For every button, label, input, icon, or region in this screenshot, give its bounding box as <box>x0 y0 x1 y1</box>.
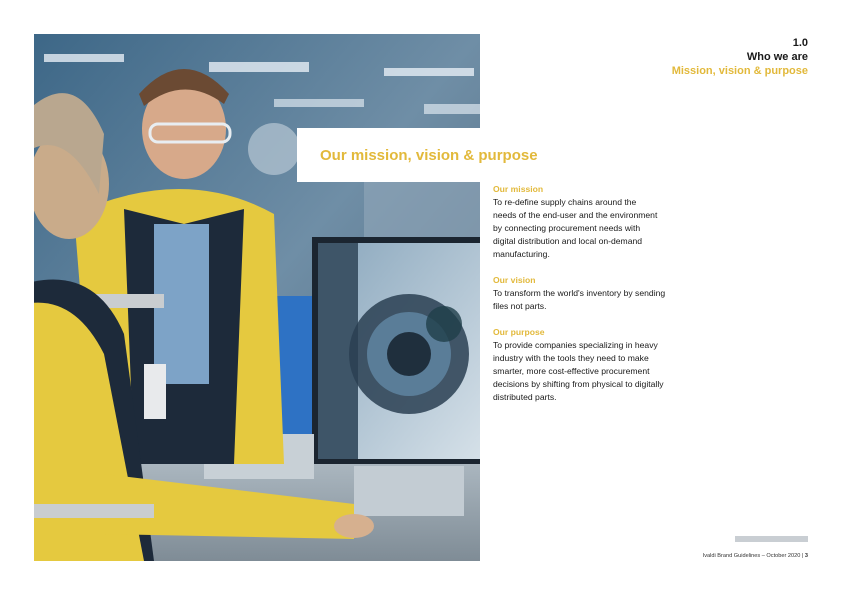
factory-engineers-illustration <box>34 34 480 561</box>
purpose-block <box>493 326 693 404</box>
page-title: Our mission, vision & purpose <box>320 147 538 164</box>
content-column <box>493 183 693 417</box>
vision-heading: Our vision <box>493 275 536 285</box>
section-title: Who we are <box>746 51 808 63</box>
vision-body: To transform the world's inventory by sending files not parts. <box>493 288 666 311</box>
footer-text: Ivaldi Brand Guidelines – October 2020 | <box>702 553 805 559</box>
section-subtitle: Mission, vision & purpose <box>671 65 808 77</box>
purpose-heading: Our purpose <box>493 327 545 337</box>
section-header <box>672 36 808 78</box>
hero-photo <box>34 34 480 561</box>
purpose-body: To provide companies specializing in heavy industry with the tools they need to make smarter, more cost-effective procurement decisions by shifting from physical to digitally distributed parts. <box>493 340 664 402</box>
mission-body: To re-define supply chains around the needs of the end-user and the environment by connecting procurement needs with digital distribution and local on-demand manufacturing. <box>493 197 658 259</box>
page-number: 3 <box>804 553 808 559</box>
mission-heading: Our mission <box>493 184 544 194</box>
mission-block <box>493 183 693 261</box>
footer-accent-bar <box>735 536 808 542</box>
vision-block <box>493 274 693 313</box>
section-number: 1.0 <box>792 37 808 49</box>
page-footer <box>703 553 808 559</box>
